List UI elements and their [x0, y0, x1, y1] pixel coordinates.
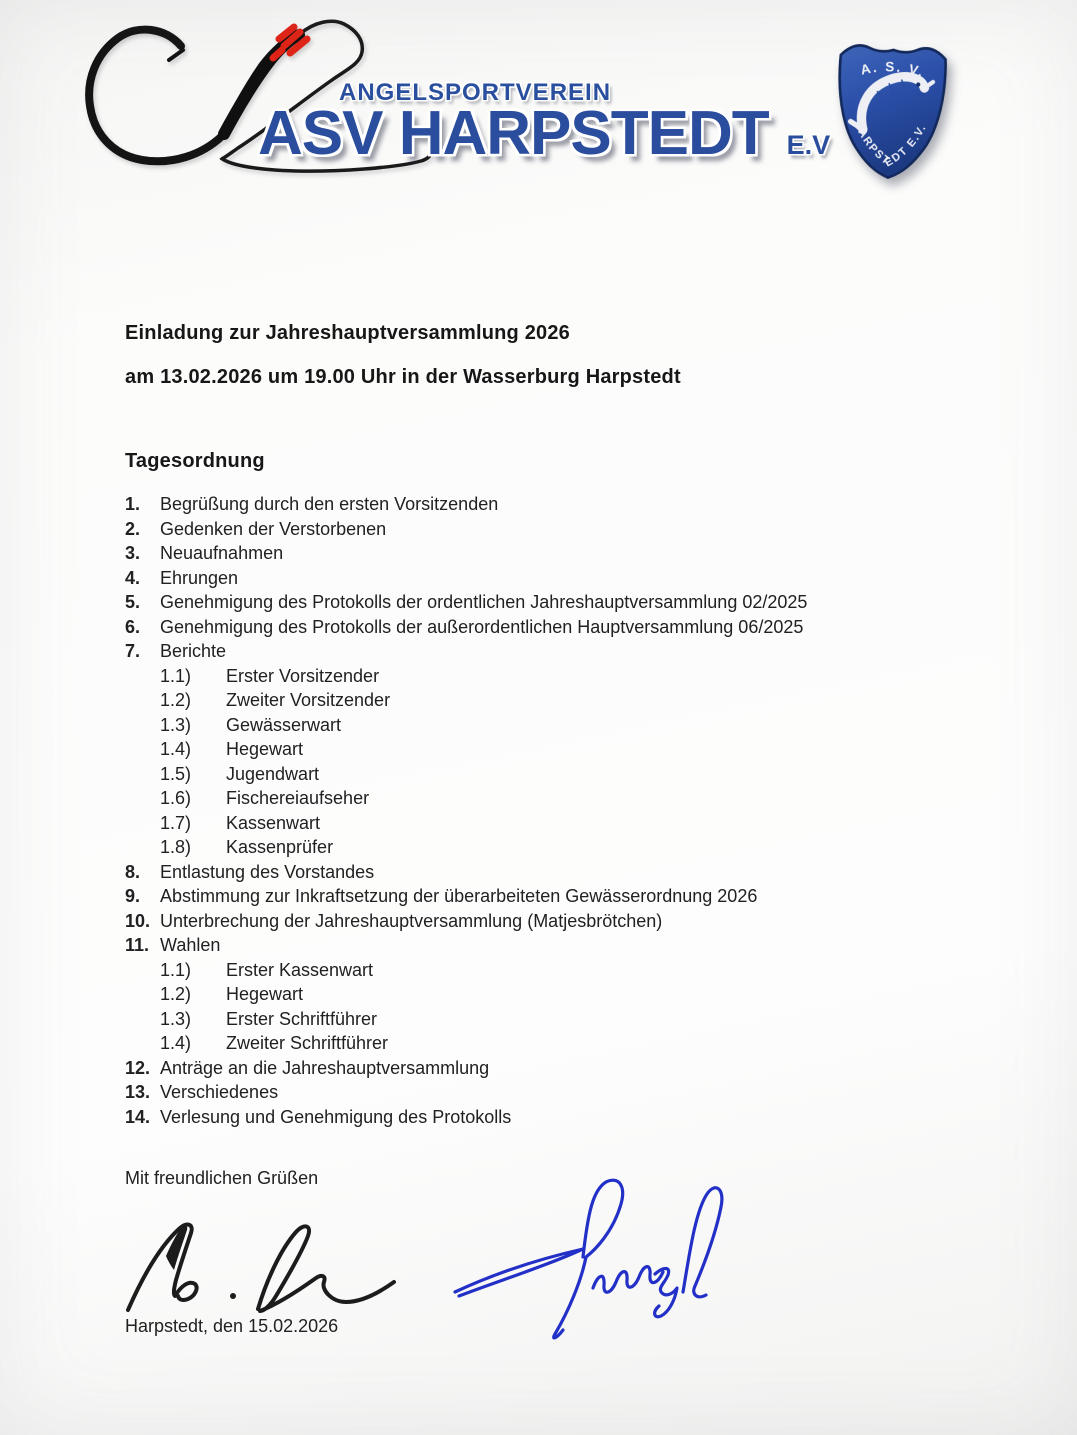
agenda-item [125, 517, 985, 542]
signature-blue [443, 1162, 739, 1364]
agenda-subitem [125, 786, 985, 811]
agenda-item-number: 11. [125, 935, 150, 955]
agenda-item-text: Unterbrechung der Jahreshauptversammlung (Matjesbrötchen) [160, 910, 663, 931]
agenda-item-text: Zweiter Vorsitzender [226, 690, 391, 710]
agenda-item-text: Ehrungen [160, 567, 239, 588]
agenda-item-text: Entlastung des Vorstandes [160, 861, 375, 882]
agenda-item [125, 909, 985, 934]
agenda-item-text: Begrüßung durch den ersten Vorsitzenden [160, 494, 499, 514]
agenda-item [125, 566, 985, 591]
agenda-subitem [125, 713, 985, 738]
club-badge [823, 29, 960, 187]
agenda-item-text: Jugendwart [226, 763, 320, 784]
agenda-item-number: 1.2) [160, 984, 192, 1004]
agenda-subitem [125, 835, 985, 860]
agenda-item-number: 1.5) [160, 763, 192, 784]
closing-salutation: Mit freundlichen Grüßen [125, 1168, 319, 1188]
agenda-item-text: Fischereiaufseher [226, 788, 370, 808]
agenda-item-text: Erster Kassenwart [226, 959, 374, 980]
red-knot [273, 27, 307, 58]
club-name-large: ASV HARPSTEDT [258, 99, 769, 168]
agenda-item [125, 884, 985, 909]
agenda-item-number: 1.8) [160, 837, 192, 857]
agenda-item-number: 6. [125, 616, 141, 637]
badge-top-text: A. S. V. [859, 59, 927, 81]
agenda-item-number: 5. [125, 592, 141, 612]
badge-bottom-text: HARPSTEDT E.V. [851, 119, 930, 170]
agenda-item-number: 1.1) [160, 665, 192, 686]
meeting-datetime: am 13.02.2026 um 19.00 Uhr in der Wasserburg Harpstedt [125, 366, 681, 388]
place-date: Harpstedt, den 15.02.2026 [125, 1316, 339, 1336]
agenda-subitem [125, 737, 985, 762]
agenda-subitem [125, 982, 985, 1007]
agenda-item-text: Verschiedenes [160, 1082, 279, 1102]
agenda-list [125, 492, 985, 1129]
agenda-item [125, 639, 985, 664]
agenda-item-number: 1. [125, 494, 141, 514]
agenda-subitem [125, 1007, 985, 1032]
club-name-suffix: E.V [786, 130, 831, 160]
agenda-item [125, 1080, 985, 1105]
agenda-item-number: 2. [125, 518, 141, 539]
agenda-item [125, 590, 985, 615]
agenda-subitem [125, 762, 985, 787]
agenda-item-number: 1.4) [160, 739, 192, 759]
agenda-item-number: 4. [125, 567, 141, 588]
agenda-item-text: Kassenwart [226, 812, 321, 833]
agenda-item-number: 7. [125, 641, 141, 661]
agenda-item [125, 1105, 985, 1130]
agenda-item-text: Gedenken der Verstorbenen [160, 518, 387, 539]
agenda-subitem [125, 811, 985, 836]
club-name-small: ANGELSPORTVEREIN [339, 79, 612, 106]
agenda-item-text: Verlesung und Genehmigung des Protokolls [160, 1106, 512, 1127]
agenda-item-number: 1.3) [160, 714, 192, 735]
agenda-item-number: 1.4) [160, 1033, 192, 1053]
agenda-item-number: 3. [125, 543, 141, 563]
agenda-item-number: 1.2) [160, 690, 192, 710]
agenda-item-number: 1.6) [160, 788, 192, 808]
agenda-item-text: Abstimmung zur Inkraftsetzung der überarbeiteten Gewässerordnung 2026 [160, 886, 758, 906]
agenda-subitem [125, 688, 985, 713]
agenda-item-text: Wahlen [160, 935, 221, 955]
agenda-heading: Tagesordnung [125, 450, 265, 472]
agenda-item-number: 1.7) [160, 812, 192, 833]
agenda-item-number: 1.1) [160, 959, 192, 980]
hook-barb [169, 50, 183, 60]
invitation-title: Einladung zur Jahreshauptversammlung 2026 [125, 322, 570, 344]
agenda-item-text: Erster Vorsitzender [226, 665, 380, 686]
agenda-item [125, 860, 985, 885]
agenda-item-text: Berichte [160, 641, 227, 661]
agenda-item [125, 541, 985, 566]
agenda-subitem [125, 664, 985, 689]
agenda-item-text: Erster Schriftführer [226, 1008, 378, 1029]
agenda-item-text: Neuaufnahmen [160, 543, 284, 563]
agenda-item-text: Hegewart [226, 984, 304, 1004]
agenda-subitem [125, 1031, 985, 1056]
agenda-item-number: 10. [125, 910, 151, 931]
agenda-item-text: Zweiter Schriftführer [226, 1033, 389, 1053]
agenda-item [125, 615, 985, 640]
agenda-item-number: 1.3) [160, 1008, 192, 1029]
agenda-item-text: Hegewart [226, 739, 304, 759]
agenda-item-text: Anträge an die Jahreshauptversammlung [160, 1057, 490, 1078]
agenda-item [125, 933, 985, 958]
agenda-item-text: Genehmigung des Protokolls der außerordentlichen Hauptversammlung 06/2025 [160, 616, 804, 637]
agenda-item-number: 14. [125, 1106, 151, 1127]
agenda-item-number: 9. [125, 886, 141, 906]
agenda-item-number: 12. [125, 1057, 151, 1078]
agenda-item-text: Genehmigung des Protokolls der ordentlichen Jahreshauptversammlung 02/2025 [160, 592, 808, 612]
club-wordmark [258, 98, 830, 169]
agenda-item [125, 1056, 985, 1081]
agenda-item-number: 8. [125, 861, 141, 882]
agenda-item [125, 492, 985, 517]
signature-black [88, 1212, 400, 1328]
agenda-item-text: Gewässerwart [226, 714, 342, 735]
agenda-item-number: 13. [125, 1082, 151, 1102]
agenda-item-text: Kassenprüfer [226, 837, 334, 857]
agenda-subitem [125, 958, 985, 983]
